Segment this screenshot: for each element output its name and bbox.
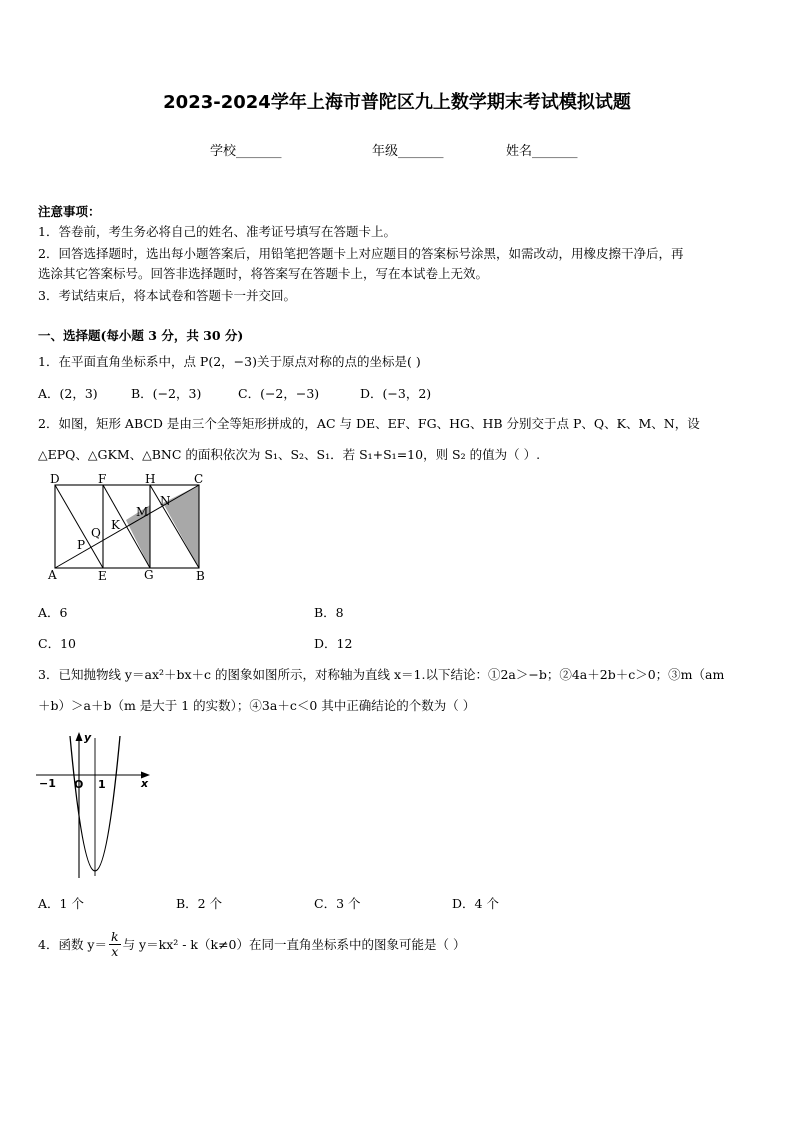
q1-stem: 1．在平面直角坐标系中，点 P(2，−3)关于原点对称的点的坐标是( ): [38, 354, 421, 369]
label-H: H: [145, 472, 156, 486]
q2-option-b: B．8: [314, 605, 344, 620]
label-P: P: [77, 538, 86, 552]
q1-option-a: A．(2，3): [38, 386, 98, 401]
y-axis-arrow-icon: [76, 732, 83, 741]
q1-option-d: D．(−3，2): [360, 386, 432, 401]
label-origin: O: [74, 778, 84, 791]
label-F: F: [98, 472, 107, 486]
label-B: B: [196, 569, 205, 583]
grade-field: 年级_______: [372, 144, 444, 159]
label-C: C: [194, 472, 204, 486]
q2-option-c: C．10: [38, 636, 76, 651]
label-K: K: [111, 518, 120, 532]
q2-stem-line1: 2．如图，矩形 ABCD 是由三个全等矩形拼成的，AC 与 DE、EF、FG、HG、HB 分别交于点 P、Q、K、M、N，设: [38, 416, 700, 431]
q3-stem-line2: ＋b）＞a＋b（m 是大于 1 的实数）；④3a＋c＜0 其中正确结论的个数为（ ）: [38, 698, 476, 713]
q4-frac-num: k: [111, 929, 119, 944]
q4-stem: [38, 930, 465, 959]
notice-item-2: 2．回答选择题时，选出每小题答案后，用铅笔把答题卡上对应题目的答案标号涂黑，如需改动，用橡皮擦干净后，再: [38, 246, 684, 261]
label-A: A: [48, 568, 57, 582]
page-title: 2023-2024学年上海市普陀区九上数学期末考试模拟试题: [163, 92, 631, 113]
notice-item-1: 1．答卷前，考生务必将自己的姓名、准考证号填写在答题卡上。: [38, 224, 396, 239]
q2-option-d: D．12: [314, 636, 353, 651]
q3-stem-line1: 3．已知抛物线 y＝ax²＋bx＋c 的图象如图所示，对称轴为直线 x＝1.以下结论：①2a＞−b；②4a＋2b＋c＞0；③m（am: [38, 667, 725, 682]
label-y: y: [84, 731, 92, 744]
q1-option-c: C．(−2，−3): [238, 386, 320, 401]
q3-option-a: A．1 个: [38, 896, 84, 911]
notice-item-2-cont: 选涂其它答案标号。回答非选择题时，将答案写在答题卡上，写在本试卷上无效。: [38, 266, 489, 281]
label-G: G: [144, 568, 154, 582]
q2-stem-line2: △EPQ、△GKM、△BNC 的面积依次为 S₁、S₂、S₁．若 S₁+S₁=10，则 S₂ 的值为（ ）.: [38, 447, 541, 462]
rectangle-figure: [44, 470, 214, 585]
label-x: x: [141, 777, 149, 790]
q4-frac-den: x: [111, 944, 119, 959]
label-one: 1: [98, 778, 106, 791]
q1-option-b: B．(−2，3): [131, 386, 202, 401]
name-field: 姓名_______: [506, 144, 578, 159]
label-D: D: [50, 472, 60, 486]
label-M: M: [136, 505, 149, 519]
label-E: E: [98, 569, 107, 583]
parabola-figure: [34, 728, 160, 880]
q3-option-c: C．3 个: [314, 896, 361, 911]
label-Q: Q: [91, 526, 101, 540]
notice-item-3: 3．考试结束后，将本试卷和答题卡一并交回。: [38, 288, 296, 303]
q4-prefix: 4．函数 y＝: [38, 936, 107, 952]
notice-heading: 注意事项：: [38, 204, 101, 219]
q2-option-a: A．6: [38, 605, 68, 620]
school-field: 学校_______: [210, 144, 282, 159]
q3-option-b: B．2 个: [176, 896, 223, 911]
label-N: N: [160, 494, 171, 508]
label-neg1: −1: [39, 777, 56, 790]
q4-suffix: 与 y＝kx² - k（k≠0）在同一直角坐标系中的图象可能是（ ）: [122, 936, 466, 952]
section-heading: 一、选择题(每小题 3 分，共 30 分): [38, 328, 244, 343]
q4-fraction: [109, 930, 121, 959]
q3-option-d: D．4 个: [452, 896, 499, 911]
